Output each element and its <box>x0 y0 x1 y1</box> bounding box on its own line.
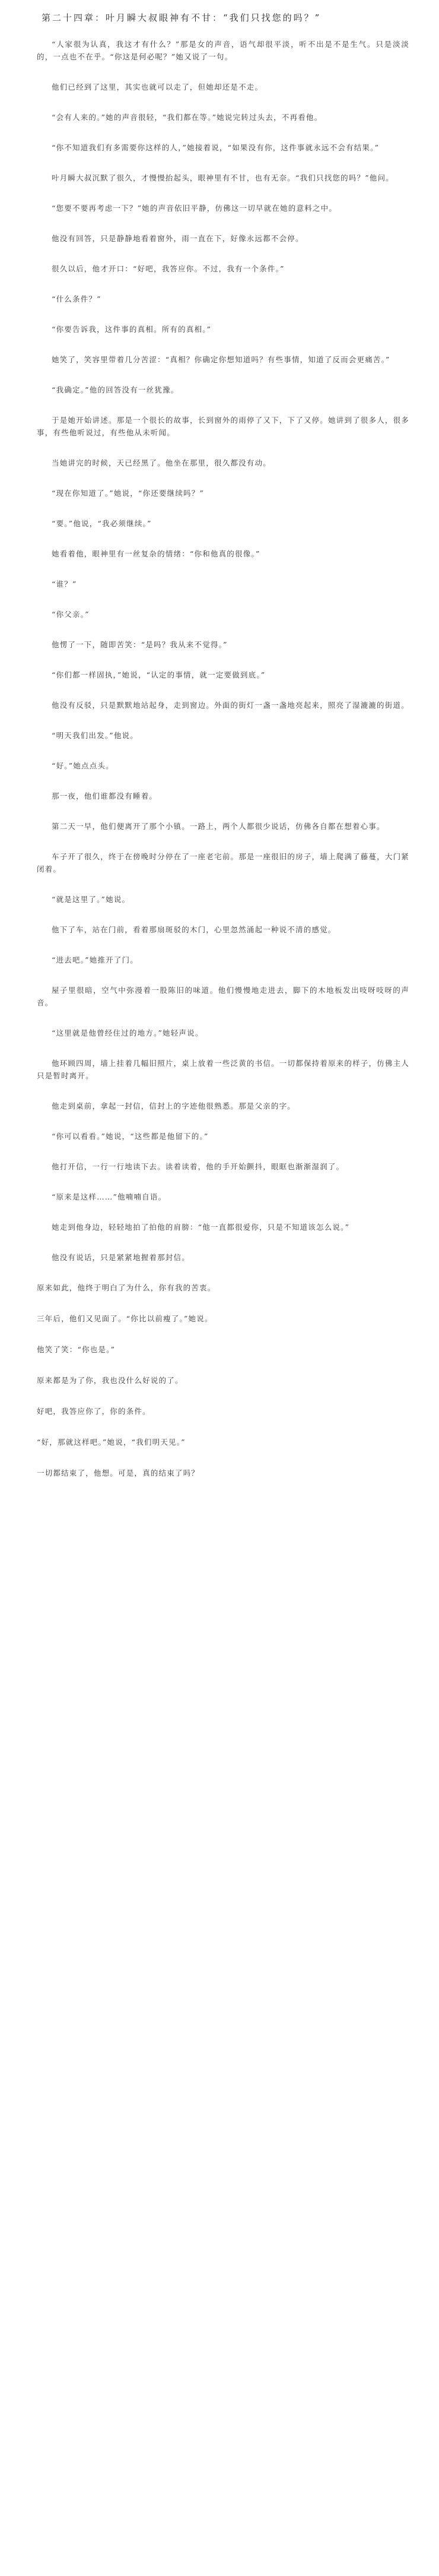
paragraph: 很久以后，他才开口：“好吧，我答应你。不过，我有一个条件。” <box>52 264 285 273</box>
dialogue-line: 原来都是为了你，我也没什么好说的了。 <box>37 1376 183 1385</box>
paragraph: “现在你知道了。”她说，“你还要继续吗？” <box>52 489 205 498</box>
paragraph: “就是这里了。”她说。 <box>52 895 131 904</box>
paragraph: “进去吧。”她推开了门。 <box>52 955 138 964</box>
dialogue-line: 一切都结束了，他想。可是，真的结束了吗？ <box>37 1469 200 1477</box>
dialogue-line: 好吧，我答应你了，你的条件。 <box>37 1407 151 1416</box>
dialogue-line: 三年后，他们又见面了。“你比以前瘦了。”她说。 <box>37 1314 213 1323</box>
paragraph: 他没有回答，只是静静地看着窗外，雨一直在下，好像永远都不会停。 <box>52 234 304 243</box>
dialogue-line: 他笑了笑：“你也是。” <box>37 1345 116 1354</box>
paragraph: 他没有说话，只是紧紧地握着那封信。 <box>52 1253 190 1262</box>
paragraph: “你们都一样固执，”她说，“认定的事情，就一定要做到底。” <box>52 670 266 679</box>
paragraph: “这里就是他曾经住过的地方。”她轻声说。 <box>52 1028 203 1037</box>
paragraph: “我确定。”他的回答没有一丝犹豫。 <box>52 385 179 394</box>
paragraph: “要。”他说，“我必须继续。” <box>52 519 152 528</box>
chapter-title: 第二十四章：叶月瞬大叔眼神有不甘：“我们只找您的吗？” <box>42 12 322 23</box>
paragraph: 第二天一早，他们便离开了那个小镇。一路上，两个人都很少说话，仿佛各自都在想着心事。 <box>52 822 385 831</box>
paragraph: “好。”她点点头。 <box>52 761 114 770</box>
paragraph: 车子开了很久，终于在傍晚时分停在了一座老宅前。那是一座很旧的房子，墙上爬满了藤蔓，大门紧闭着。 <box>37 852 409 874</box>
paragraph: 他们已经到了这里，其实也就可以走了，但她却还是不走。 <box>52 83 263 91</box>
paragraph: “会有人来的。”她的声音很轻，“我们都在等。”她说完转过头去，不再看他。 <box>52 113 323 122</box>
paragraph: 屋子里很暗，空气中弥漫着一股陈旧的味道。他们慢慢地走进去，脚下的木地板发出吱呀吱呀的声音。 <box>37 986 409 1007</box>
paragraph: 她看着他，眼神里有一丝复杂的情绪：“你和他真的很像。” <box>52 549 260 558</box>
paragraph: “你不知道我们有多需要你这样的人，”她接着说，“如果没有你，这件事就永远不会有结果。” <box>52 143 380 152</box>
paragraph: 她笑了，笑容里带着几分苦涩：“真相？你确定你想知道吗？有些事情，知道了反而会更痛苦。” <box>52 355 390 364</box>
paragraph: “谁？” <box>52 580 77 588</box>
paragraph: 那一夜，他们谁都没有睡着。 <box>52 792 158 800</box>
paragraph: 他没有反驳，只是默默地站起身，走到窗边。外面的街灯一盏一盏地亮起来，照亮了湿漉漉的街道。 <box>52 701 409 710</box>
paragraph: 他打开信，一行一行地读下去。读着读着，他的手开始颤抖，眼眶也渐渐湿润了。 <box>52 1162 345 1171</box>
dialogue-line: “好，那就这样吧。”她说，“我们明天见。” <box>37 1438 186 1447</box>
paragraph: “你要告诉我，这件事的真相。所有的真相。” <box>52 325 212 334</box>
paragraph: “原来是这样……”他喃喃自语。 <box>52 1192 167 1201</box>
paragraph: 当她讲完的时候，天已经黑了。他坐在那里，很久都没有动。 <box>52 458 271 467</box>
paragraph: “人家很为认真，我这才有什么？”那是女的声音，语气却很平淡，听不出是不是生气。只是淡淡的，一点也不在乎。“你这是何必呢？”她又说了一句。 <box>37 40 409 61</box>
dialogue-line: 原来如此，他终于明白了为什么，你有我的苦衷。 <box>37 1283 216 1292</box>
paragraph: 他愣了一下，随即苦笑：“是吗？我从来不觉得。” <box>52 640 228 649</box>
paragraph: 她走到他身边，轻轻地拍了拍他的肩膀：“他一直都很爱你，只是不知道该怎么说。” <box>52 1223 350 1232</box>
paragraph: “你父亲。” <box>52 610 90 619</box>
paragraph: 他环顾四周，墙上挂着几幅旧照片，桌上放着一些泛黄的书信。一切都保持着原来的样子，仿佛主人只是暂时离开。 <box>37 1059 409 1080</box>
paragraph: “您要不要再考虑一下？”她的声音依旧平静，仿佛这一切早就在她的意料之中。 <box>52 204 337 213</box>
paragraph: 他下了车，站在门前，看着那扇斑驳的木门，心里忽然涌起一种说不清的感觉。 <box>52 925 336 934</box>
paragraph: “什么条件？” <box>52 295 101 303</box>
paragraph: 叶月瞬大叔沉默了很久，才慢慢抬起头，眼神里有不甘，也有无奈。“我们只找您的吗？”他问。 <box>52 173 394 182</box>
paragraph: “你可以看看。”她说，“这些都是他留下的。” <box>52 1132 209 1141</box>
paragraph: “明天我们出发。”他说。 <box>52 731 138 740</box>
paragraph: 于是她开始讲述。那是一个很长的故事，长到窗外的雨停了又下，下了又停。她讲到了很多人，很多事，有些他听说过，有些他从未听闻。 <box>37 416 409 437</box>
paragraph: 他走到桌前，拿起一封信，信封上的字迹他很熟悉。那是父亲的字。 <box>52 1102 296 1110</box>
